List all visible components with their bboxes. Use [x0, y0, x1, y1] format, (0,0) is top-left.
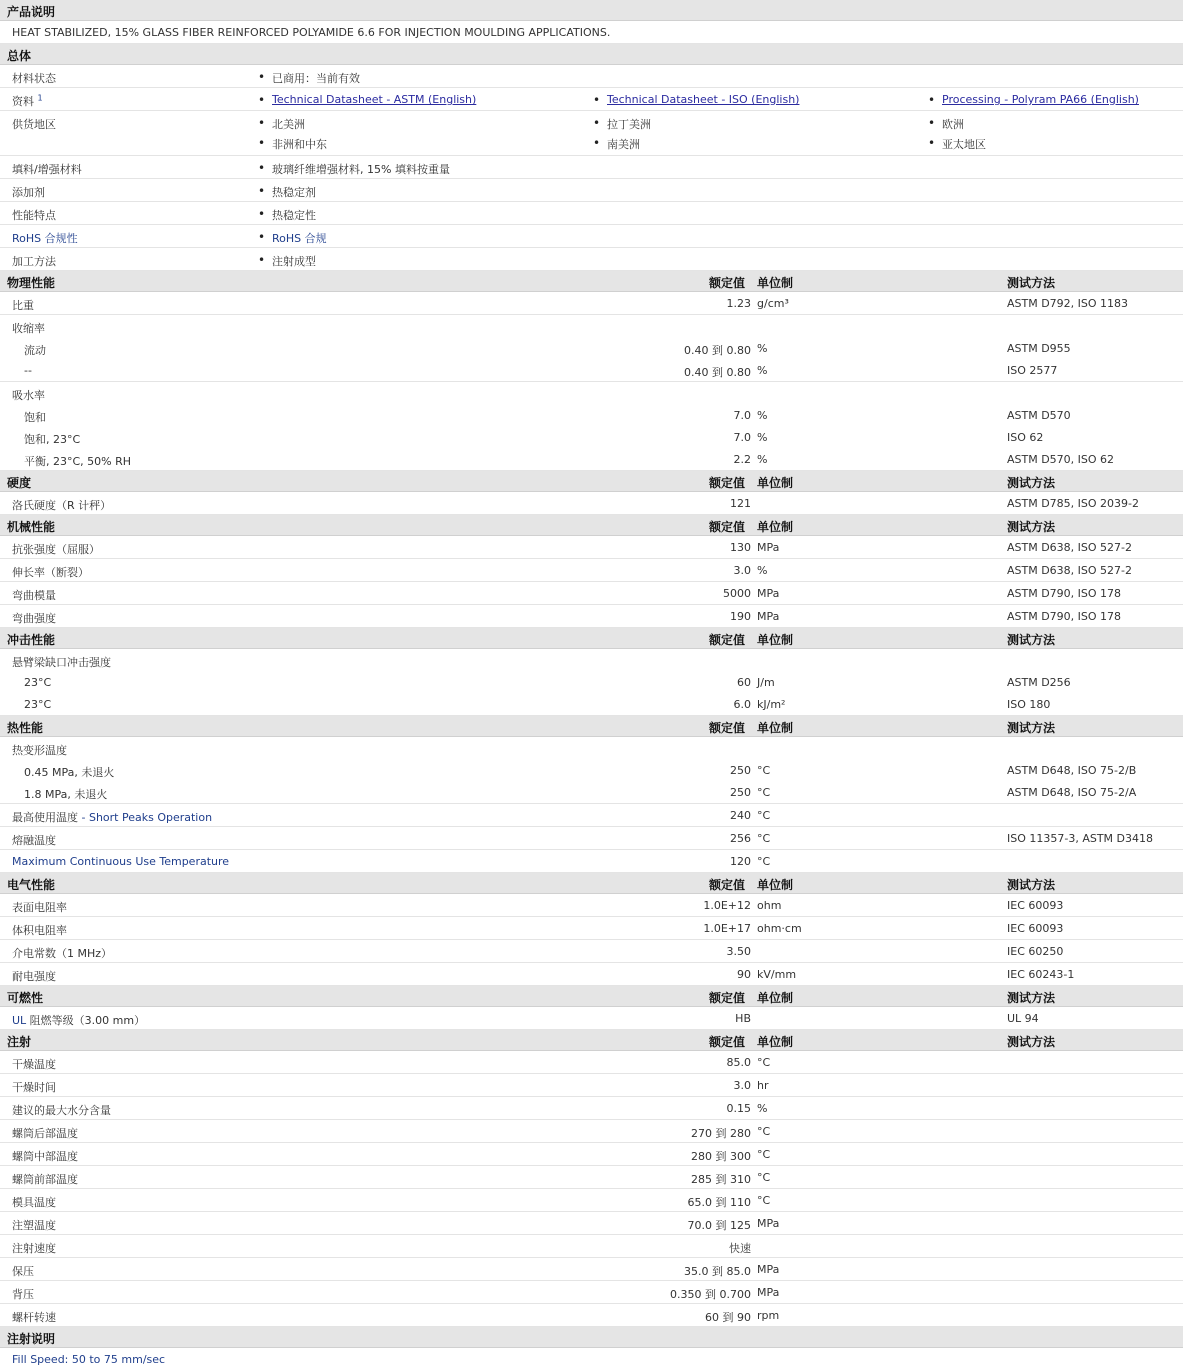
section-title: 可燃性 — [7, 991, 44, 1005]
property-value: 1.23 — [726, 297, 751, 310]
section-title: 产品说明 — [7, 5, 56, 19]
property-row — [0, 404, 1183, 426]
property-method: IEC 60093 — [1007, 899, 1064, 912]
property-label: 1.8 MPa, 未退火 — [24, 788, 108, 801]
property-label: 饱和 — [24, 411, 46, 424]
property-row — [0, 492, 1183, 515]
link-datasheet-astm[interactable]: Technical Datasheet - ASTM (English) — [272, 93, 477, 106]
section-header-injection — [0, 1030, 1183, 1051]
property-unit: °C — [757, 786, 771, 799]
property-label: 流动 — [24, 344, 46, 357]
property-label: 最高使用温度 - Short Peaks Operation — [12, 811, 213, 824]
link-datasheet-iso[interactable]: Technical Datasheet - ISO (English) — [607, 93, 800, 106]
property-method: ASTM D792, ISO 1183 — [1007, 297, 1129, 310]
property-label: 螺筒中部温度 — [12, 1150, 78, 1163]
general-row-features — [0, 202, 1183, 225]
property-row — [0, 963, 1183, 986]
section-title: 电气性能 — [7, 878, 56, 892]
property-unit: MPa — [757, 610, 780, 623]
property-method: ASTM D785, ISO 2039-2 — [1007, 497, 1140, 510]
property-value: 250 — [730, 764, 751, 777]
property-row — [0, 649, 1183, 671]
property-row — [0, 759, 1183, 781]
property-unit: ohm·cm — [757, 922, 802, 935]
property-method: IEC 60243-1 — [1007, 968, 1075, 981]
property-method: ASTM D648, ISO 75-2/A — [1007, 786, 1137, 799]
property-method: ISO 2577 — [1007, 364, 1058, 377]
col-method: 测试方法 — [1007, 276, 1056, 290]
section-header-injection-notes — [0, 1327, 1183, 1348]
property-label: 比重 — [12, 299, 34, 312]
property-row — [0, 582, 1183, 605]
col-nominal: 额定值 — [709, 276, 746, 290]
region-item: • 拉丁美洲 — [607, 116, 651, 132]
property-unit: °C — [757, 764, 771, 777]
link-processing[interactable]: Processing - Polyram PA66 (English) — [942, 93, 1139, 106]
property-value: 250 — [730, 786, 751, 799]
property-unit: MPa — [757, 1263, 780, 1276]
general-row-literature — [0, 88, 1183, 111]
property-unit: °C — [757, 1056, 771, 1069]
col-method: 测试方法 — [1007, 721, 1056, 735]
property-row — [0, 382, 1183, 404]
property-row — [0, 1166, 1183, 1189]
property-row — [0, 292, 1183, 315]
property-unit: °C — [757, 832, 771, 845]
property-row — [0, 1143, 1183, 1166]
property-row — [0, 1120, 1183, 1143]
row-value: • 注射成型 — [272, 253, 316, 269]
col-method: 测试方法 — [1007, 633, 1056, 647]
section-title: 注射说明 — [7, 1332, 56, 1346]
property-label: 23°C — [24, 676, 52, 689]
general-row-regions — [0, 111, 1183, 156]
section-header-mechanical — [0, 515, 1183, 536]
property-value: 5000 — [723, 587, 751, 600]
col-nominal: 额定值 — [709, 991, 746, 1005]
general-row-material-status — [0, 65, 1183, 88]
property-label: 0.45 MPa, 未退火 — [24, 766, 115, 779]
property-label: Maximum Continuous Use Temperature — [12, 855, 230, 868]
property-value: 121 — [730, 497, 751, 510]
region-item: • 亚太地区 — [942, 136, 986, 152]
property-sections — [0, 271, 1183, 1327]
property-label: 建议的最大水分含量 — [12, 1104, 111, 1117]
property-label: 保压 — [12, 1265, 34, 1278]
col-unit: 单位制 — [757, 991, 794, 1005]
property-label: 平衡, 23°C, 50% RH — [24, 455, 132, 468]
col-nominal: 额定值 — [709, 878, 746, 892]
property-value: 7.0 — [733, 431, 751, 444]
property-method: ASTM D648, ISO 75-2/B — [1007, 764, 1137, 777]
property-label: 螺筒后部温度 — [12, 1127, 78, 1140]
property-value: 1.0E+17 — [703, 922, 751, 935]
property-unit: % — [757, 342, 768, 355]
property-label: 熔融温度 — [12, 834, 56, 847]
property-value: 35.0 到 85.0 — [684, 1265, 751, 1278]
property-method: ASTM D570, ISO 62 — [1007, 453, 1115, 466]
property-row — [0, 315, 1183, 337]
section-title: 硬度 — [7, 476, 32, 490]
row-value: • 玻璃纤维增强材料, 15% 填料按重量 — [272, 161, 450, 177]
section-title: 物理性能 — [7, 276, 56, 290]
property-label: 悬臂梁缺口冲击强度 — [12, 656, 111, 669]
property-row — [0, 448, 1183, 471]
property-unit: ohm — [757, 899, 782, 912]
col-nominal: 额定值 — [709, 476, 746, 490]
property-label: 弯曲模量 — [12, 589, 56, 602]
row-label: 性能特点 — [12, 209, 56, 222]
property-row — [0, 1189, 1183, 1212]
footnote-marker: 1 — [37, 93, 43, 103]
property-value: 280 到 300 — [691, 1150, 751, 1163]
property-method: ISO 180 — [1007, 698, 1051, 711]
col-nominal: 额定值 — [709, 520, 746, 534]
property-label: 背压 — [12, 1288, 34, 1301]
property-label: 干燥时间 — [12, 1081, 56, 1094]
section-header-impact — [0, 628, 1183, 649]
property-unit: °C — [757, 1148, 771, 1161]
property-row — [0, 894, 1183, 917]
property-value: 2.2 — [733, 453, 751, 466]
property-value: 130 — [730, 541, 751, 554]
property-method: ASTM D955 — [1007, 342, 1071, 355]
region-item: • 欧洲 — [942, 116, 964, 132]
property-label: 耐电强度 — [12, 970, 56, 983]
property-row — [0, 1235, 1183, 1258]
property-value: 65.0 到 110 — [687, 1196, 751, 1209]
property-row — [0, 1281, 1183, 1304]
row-label: 添加剂 — [12, 186, 45, 199]
property-value: 3.0 — [733, 564, 751, 577]
property-unit: % — [757, 409, 768, 422]
general-row-filler — [0, 156, 1183, 179]
property-unit: kV/mm — [757, 968, 797, 981]
col-nominal: 额定值 — [709, 1035, 746, 1049]
property-row — [0, 1258, 1183, 1281]
property-label: 伸长率（断裂） — [12, 566, 89, 579]
property-label: 介电常数（1 MHz） — [12, 947, 113, 960]
property-label: 表面电阻率 — [12, 901, 67, 914]
property-value: HB — [735, 1012, 751, 1025]
property-method: UL 94 — [1007, 1012, 1039, 1025]
property-unit: rpm — [757, 1309, 780, 1322]
col-unit: 单位制 — [757, 633, 794, 647]
property-unit: hr — [757, 1079, 769, 1092]
property-unit: °C — [757, 1194, 771, 1207]
property-row — [0, 940, 1183, 963]
property-value: 3.50 — [726, 945, 751, 958]
row-value: • 热稳定剂 — [272, 184, 316, 200]
row-value: • 已商用：当前有效 — [272, 70, 360, 86]
col-unit: 单位制 — [757, 878, 794, 892]
property-unit: % — [757, 431, 768, 444]
section-header-physical — [0, 271, 1183, 292]
property-value: 240 — [730, 809, 751, 822]
property-row — [0, 804, 1183, 827]
property-value: 7.0 — [733, 409, 751, 422]
property-row — [0, 1007, 1183, 1030]
property-unit: % — [757, 564, 768, 577]
property-label: 饱和, 23°C — [24, 433, 81, 446]
property-row — [0, 827, 1183, 850]
property-unit: % — [757, 364, 768, 377]
property-label: 吸水率 — [12, 389, 45, 402]
property-row — [0, 917, 1183, 940]
property-row — [0, 337, 1183, 359]
property-value: 1.0E+12 — [703, 899, 751, 912]
property-value: 60 — [737, 676, 751, 689]
property-method: ASTM D790, ISO 178 — [1007, 610, 1122, 623]
property-unit: J/m — [757, 676, 775, 689]
section-title: 注射 — [7, 1035, 32, 1049]
property-row — [0, 426, 1183, 448]
section-header-thermal — [0, 716, 1183, 737]
property-method: IEC 60250 — [1007, 945, 1064, 958]
property-label: 螺杆转速 — [12, 1311, 56, 1324]
col-method: 测试方法 — [1007, 878, 1056, 892]
section-header-product-desc — [0, 0, 1183, 21]
product-desc-row — [0, 21, 1183, 44]
property-row — [0, 359, 1183, 382]
injection-notes-text: Fill Speed: 50 to 75 mm/sec — [12, 1353, 166, 1366]
property-value: 256 — [730, 832, 751, 845]
property-label: 体积电阻率 — [12, 924, 67, 937]
property-label: 注塑温度 — [12, 1219, 56, 1232]
property-row — [0, 781, 1183, 804]
property-row — [0, 536, 1183, 559]
col-method: 测试方法 — [1007, 520, 1056, 534]
property-method: ISO 11357-3, ASTM D3418 — [1007, 832, 1154, 845]
property-row — [0, 1097, 1183, 1120]
section-header-electrical — [0, 873, 1183, 894]
col-method: 测试方法 — [1007, 991, 1056, 1005]
col-unit: 单位制 — [757, 1035, 794, 1049]
property-value: 3.0 — [733, 1079, 751, 1092]
property-row — [0, 737, 1183, 759]
property-value: 70.0 到 125 — [687, 1219, 751, 1232]
property-method: ISO 62 — [1007, 431, 1044, 444]
property-value: 270 到 280 — [691, 1127, 751, 1140]
section-title: 热性能 — [7, 721, 44, 735]
property-value: 快速 — [729, 1242, 751, 1255]
col-unit: 单位制 — [757, 520, 794, 534]
section-title: 总体 — [7, 49, 32, 63]
row-label: 供货地区 — [12, 118, 56, 131]
property-unit: °C — [757, 1125, 771, 1138]
property-label: 模具温度 — [12, 1196, 56, 1209]
property-value: 120 — [730, 855, 751, 868]
property-unit: kJ/m² — [757, 698, 786, 711]
property-label: 热变形温度 — [12, 744, 67, 757]
product-desc-text: HEAT STABILIZED, 15% GLASS FIBER REINFORCED POLYAMIDE 6.6 FOR INJECTION MOULDING APPLICATIONS. — [12, 26, 611, 39]
property-label: UL 阻燃等级（3.00 mm） — [12, 1014, 146, 1027]
row-label: 填料/增强材料 — [12, 163, 82, 176]
property-value: 190 — [730, 610, 751, 623]
property-row — [0, 1074, 1183, 1097]
col-unit: 单位制 — [757, 276, 794, 290]
property-row — [0, 1304, 1183, 1327]
injection-notes-row — [0, 1348, 1183, 1370]
property-method: ASTM D570 — [1007, 409, 1071, 422]
property-value: 6.0 — [733, 698, 751, 711]
row-label: RoHS 合规性 — [12, 232, 78, 245]
property-value: 85.0 — [726, 1056, 751, 1069]
region-item: • 北美洲 — [272, 116, 305, 132]
property-unit: MPa — [757, 541, 780, 554]
property-unit: MPa — [757, 587, 780, 600]
property-value: 90 — [737, 968, 751, 981]
property-label: 干燥温度 — [12, 1058, 56, 1071]
region-item: • 非洲和中东 — [272, 136, 327, 152]
property-label: 收缩率 — [12, 322, 45, 335]
property-label: 抗张强度（屈服） — [12, 543, 100, 556]
property-method: IEC 60093 — [1007, 922, 1064, 935]
property-unit: MPa — [757, 1286, 780, 1299]
general-row-additive — [0, 179, 1183, 202]
row-label: 加工方法 — [12, 255, 56, 268]
property-label: 洛氏硬度（R 计秤） — [12, 499, 112, 512]
property-method: ASTM D256 — [1007, 676, 1071, 689]
section-header-flammability — [0, 986, 1183, 1007]
row-label: 资料 $^1$ — [12, 93, 43, 108]
property-row — [0, 1051, 1183, 1074]
property-label: 弯曲强度 — [12, 612, 56, 625]
property-label: 23°C — [24, 698, 52, 711]
property-row — [0, 559, 1183, 582]
row-value: • RoHS 合规 — [272, 230, 327, 246]
row-value: • 热稳定性 — [272, 207, 316, 223]
col-unit: 单位制 — [757, 476, 794, 490]
property-unit: MPa — [757, 1217, 780, 1230]
general-row-rohs — [0, 225, 1183, 248]
property-method: ASTM D790, ISO 178 — [1007, 587, 1122, 600]
col-method: 测试方法 — [1007, 476, 1056, 490]
section-header-general — [0, 44, 1183, 65]
property-label: 螺筒前部温度 — [12, 1173, 78, 1186]
property-value: 0.350 到 0.700 — [670, 1288, 751, 1301]
property-label: 注射速度 — [12, 1242, 56, 1255]
row-label: 材料状态 — [12, 72, 56, 85]
property-note: - Short Peaks Operation — [78, 811, 213, 824]
property-value: 0.40 到 0.80 — [684, 344, 751, 357]
col-nominal: 额定值 — [709, 721, 746, 735]
property-unit: g/cm³ — [757, 297, 789, 310]
property-unit: °C — [757, 809, 771, 822]
property-row — [0, 671, 1183, 693]
property-value: 0.40 到 0.80 — [684, 366, 751, 379]
property-unit: °C — [757, 1171, 771, 1184]
property-row — [0, 850, 1183, 873]
property-unit: % — [757, 1102, 768, 1115]
property-row — [0, 1212, 1183, 1235]
property-unit: % — [757, 453, 768, 466]
property-unit: °C — [757, 855, 771, 868]
section-title: 机械性能 — [7, 520, 56, 534]
col-nominal: 额定值 — [709, 633, 746, 647]
property-method: ASTM D638, ISO 527-2 — [1007, 564, 1133, 577]
general-row-processing — [0, 248, 1183, 271]
region-item: • 南美洲 — [607, 136, 640, 152]
property-row — [0, 605, 1183, 628]
col-unit: 单位制 — [757, 721, 794, 735]
property-row — [0, 693, 1183, 716]
col-method: 测试方法 — [1007, 1035, 1056, 1049]
property-value: 0.15 — [726, 1102, 751, 1115]
property-value: 60 到 90 — [705, 1311, 751, 1324]
property-method: ASTM D638, ISO 527-2 — [1007, 541, 1133, 554]
property-value: 285 到 310 — [691, 1173, 751, 1186]
property-label: -- — [24, 364, 32, 377]
section-header-hardness — [0, 471, 1183, 492]
section-title: 冲击性能 — [7, 633, 56, 647]
